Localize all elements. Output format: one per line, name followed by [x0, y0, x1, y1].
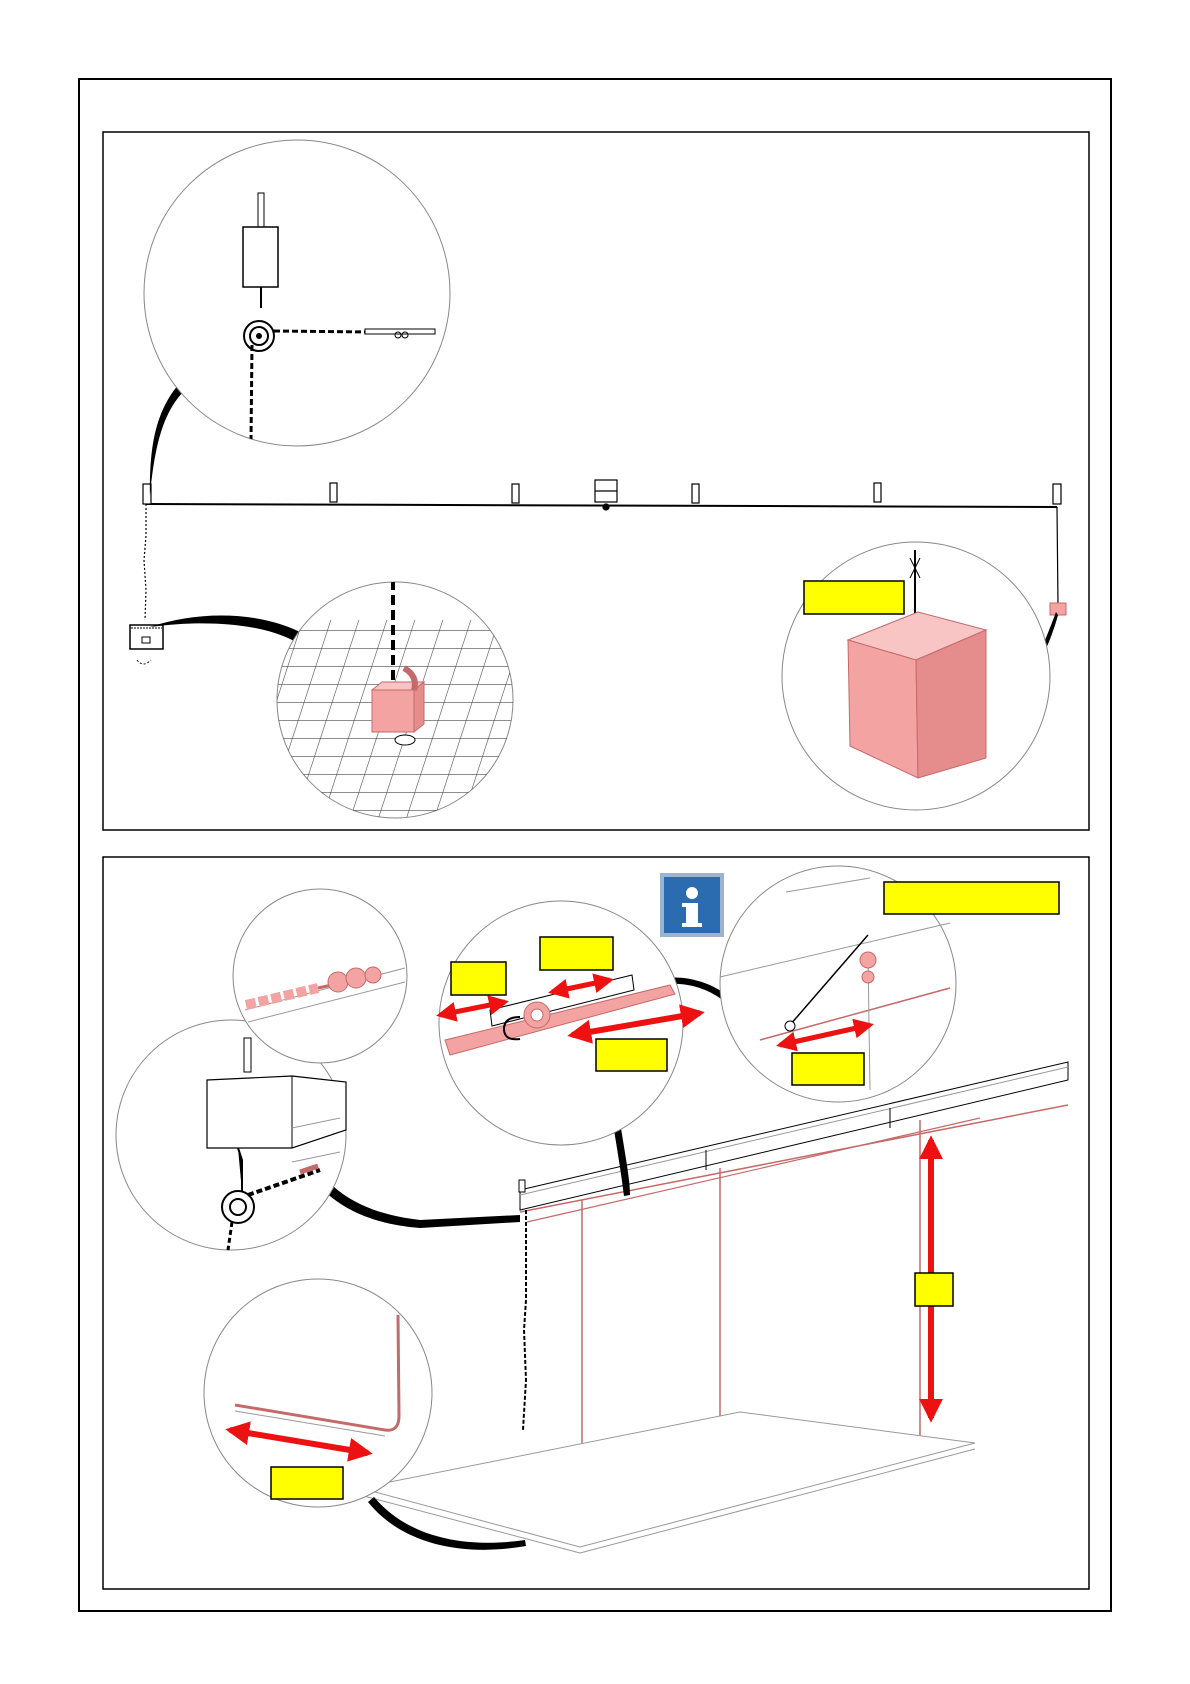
left-anchor — [130, 504, 163, 664]
callout-top-weight — [804, 581, 904, 614]
callout-vertical-height — [915, 1273, 953, 1306]
detail-circle-floor-anchor — [260, 580, 540, 820]
detail-circle-turnbuckle — [233, 889, 407, 1063]
main-cable — [146, 504, 1057, 507]
detail-circle-pulley — [144, 140, 450, 446]
detail-circle-diagonal — [720, 866, 1059, 1102]
callout-header — [884, 882, 1059, 914]
callout-diagonal — [792, 1053, 864, 1085]
detail-circle-hook — [439, 901, 700, 1145]
callout-hook-mid — [540, 937, 613, 970]
floor-plate — [360, 1412, 975, 1547]
callout-hook-lower — [596, 1039, 667, 1071]
info-icon — [660, 873, 724, 937]
right-anchor — [1050, 507, 1066, 615]
detail-circle-counterweight — [782, 542, 1050, 810]
callout-lip — [271, 1467, 343, 1499]
top-panel — [130, 140, 1066, 820]
connector-top-left — [150, 385, 185, 496]
connector-mid-left — [150, 616, 300, 642]
bottom-panel — [116, 866, 1068, 1553]
chain-cord — [523, 1210, 526, 1430]
detail-circle-lip — [204, 1279, 432, 1507]
callout-hook-left — [451, 962, 506, 995]
